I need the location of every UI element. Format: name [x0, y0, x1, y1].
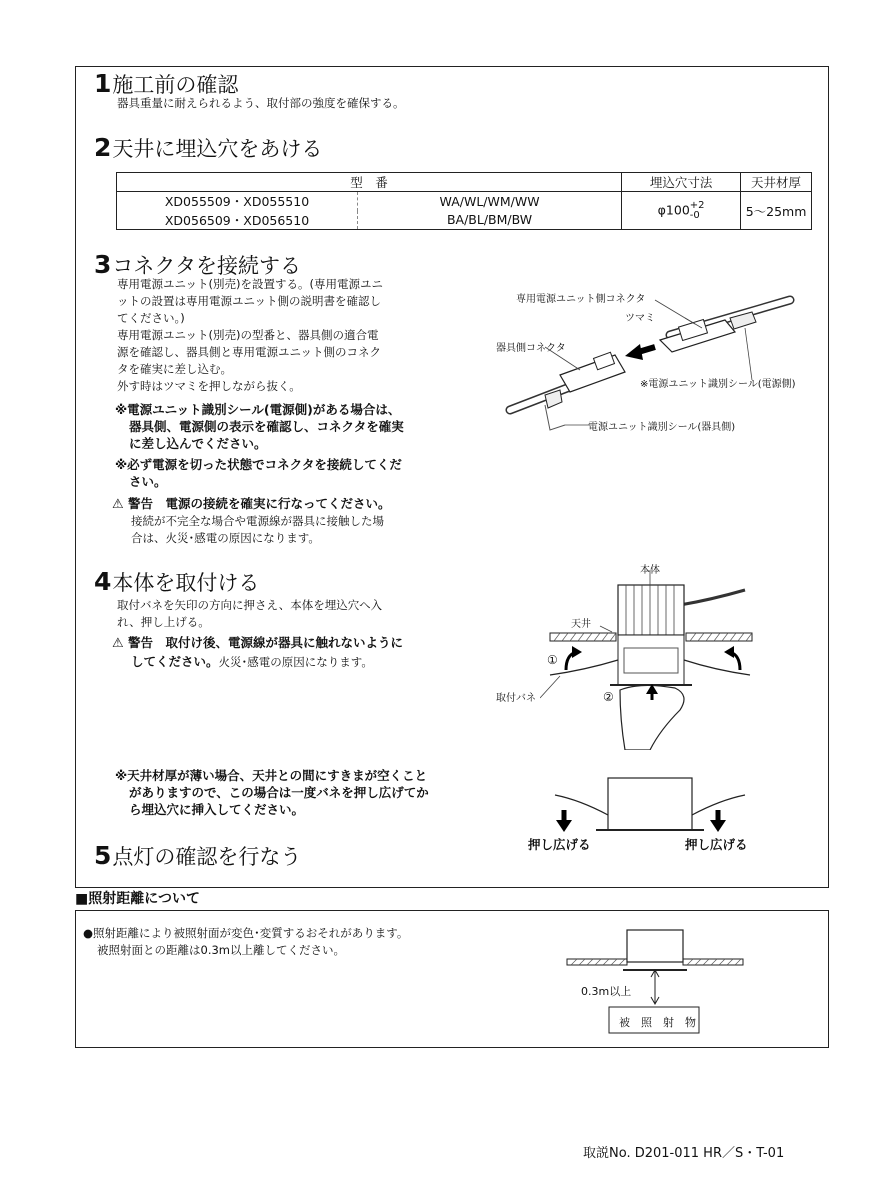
s4-note	[115, 767, 429, 818]
s4-note-line: ら埋込穴に挿入してください。	[129, 802, 305, 817]
section-2-number: 2	[94, 133, 112, 162]
section-2-heading	[94, 133, 323, 162]
warning-triangle-icon: ⚠	[112, 497, 124, 512]
header-thickness: 天井材厚	[741, 173, 812, 192]
fixture-seal-label: 電源ユニット識別シール(器具側)	[588, 422, 736, 433]
psu-seal-label: ※電源ユニット識別シール(電源側)	[640, 379, 796, 390]
s3-note1-line: に差し込んでください。	[129, 436, 267, 451]
header-hole-size: 埋込穴寸法	[622, 173, 741, 192]
ceiling-label: 天井	[571, 619, 591, 630]
s3-warn-line: 合は、火災･感電の原因になります。	[131, 531, 320, 545]
document-number: 取説No. D201-011 HR／S・T-01	[583, 1146, 785, 1161]
knob-label: ツマミ	[625, 313, 655, 324]
s3-note2-line: さい。	[129, 474, 167, 489]
s4-warning-title-text: 警告 取付け後、電源線が器具に触れないように	[128, 635, 404, 650]
hole-tolerance-plus: +2	[689, 199, 705, 211]
s3-note1-line: ※電源ユニット識別シール(電源側)がある場合は、	[115, 402, 401, 417]
model-row-1: XD055509・XD055510	[164, 194, 310, 210]
spread-diagram	[540, 770, 760, 835]
s4-line: れ、押し上げる。	[117, 615, 210, 629]
section-4-body	[117, 597, 382, 631]
s3-line: 源を確認し、器具側と専用電源ユニット側のコネク	[117, 345, 382, 359]
s3-warning-title-text: 警告 電源の接続を確実に行なってください。	[128, 496, 391, 511]
color-row-2: BA/BL/BM/BW	[358, 211, 622, 230]
section-1-body: 器具重量に耐えられるよう、取付部の強度を確保する。	[117, 96, 405, 110]
s3-note-2	[115, 456, 402, 490]
s4-warning-title	[112, 634, 403, 652]
s3-line: 専用電源ユニット(別売)の型番と、器具側の適合電	[117, 328, 379, 342]
body-label: 本体	[640, 565, 660, 576]
s4-line: 取付バネを矢印の方向に押さえ、本体を埋込穴へ入	[117, 598, 383, 612]
section-3-body	[117, 276, 383, 395]
distance-line: 被照射面との距離は0.3m以上離してください。	[97, 943, 345, 957]
s4-warn-text: 火災･感電の原因になります。	[218, 655, 373, 669]
section-3-title: コネクタを接続する	[112, 254, 301, 278]
hole-tolerance-minus: -0	[689, 209, 700, 221]
step-2-marker: ②	[603, 690, 614, 704]
section-2-title: 天井に埋込穴をあける	[112, 137, 323, 161]
fixture-connector-label: 器具側コネクタ	[496, 343, 566, 354]
spread-left-label: 押し広げる	[528, 837, 591, 852]
section-3-heading	[94, 250, 301, 279]
s3-warning-title	[112, 495, 391, 513]
distance-line: ●照射距離により被照射面が変色･変質するおそれがあります。	[83, 926, 409, 940]
s3-line: 外す時はツマミを押しながら抜く。	[117, 379, 301, 393]
section-1-heading	[94, 69, 239, 98]
color-row-1: WA/WL/WM/WW	[358, 192, 622, 211]
s3-warning-body	[131, 513, 384, 547]
s4-note-line: がありますので、この場合は一度バネを押し広げてか	[129, 785, 429, 800]
spread-right-label: 押し広げる	[685, 837, 748, 852]
s3-note1-line: 器具側、電源側の表示を確認し、コネクタを確実	[129, 419, 404, 434]
distance-dimension-label: 0.3m以上	[581, 985, 632, 998]
s4-warn-bold: してください。	[131, 654, 219, 669]
distance-heading: ■照射距離について	[75, 891, 200, 907]
step-1-marker: ①	[547, 653, 558, 667]
s4-note-line: ※天井材厚が薄い場合、天井との間にすきまが空くこと	[115, 768, 428, 783]
section-5-number: 5	[94, 841, 112, 870]
psu-connector-label: 専用電源ユニット側コネクタ	[516, 294, 646, 305]
install-diagram	[540, 560, 760, 750]
s3-note-1	[115, 401, 404, 452]
s3-line: てください。)	[117, 311, 185, 325]
section-4-number: 4	[94, 567, 112, 596]
hole-size-cell	[622, 192, 741, 230]
irradiated-object-label: 被 照 射 物	[619, 1016, 696, 1029]
s3-note2-line: ※必ず電源を切った状態でコネクタを接続してくだ	[115, 457, 402, 472]
model-row-2: XD056509・XD056510	[164, 212, 310, 228]
section-1-number: 1	[94, 69, 112, 98]
s3-line: 専用電源ユニット(別売)を設置する。(専用電源ユニ	[117, 277, 383, 291]
header-model: 型 番	[350, 175, 388, 190]
hole-size-value: φ100	[657, 202, 690, 217]
spec-table	[116, 172, 812, 230]
section-3-number: 3	[94, 250, 112, 279]
s3-warn-line: 接続が不完全な場合や電源線が器具に接触した場	[131, 514, 384, 528]
warning-triangle-icon: ⚠	[112, 636, 124, 651]
section-5-title: 点灯の確認を行なう	[112, 845, 302, 869]
section-4-heading	[94, 567, 260, 596]
thickness-value: 5～25mm	[741, 192, 812, 230]
section-5-heading	[94, 841, 302, 870]
s3-line: タを確実に差し込む。	[117, 362, 232, 376]
section-1-title: 施工前の確認	[112, 73, 239, 97]
spring-label: 取付バネ	[496, 693, 536, 704]
distance-body	[83, 925, 408, 959]
section-4-title: 本体を取付ける	[112, 571, 260, 595]
s4-warning-body	[131, 652, 373, 671]
s3-line: ットの設置は専用電源ユニット側の説明書を確認し	[117, 294, 382, 308]
